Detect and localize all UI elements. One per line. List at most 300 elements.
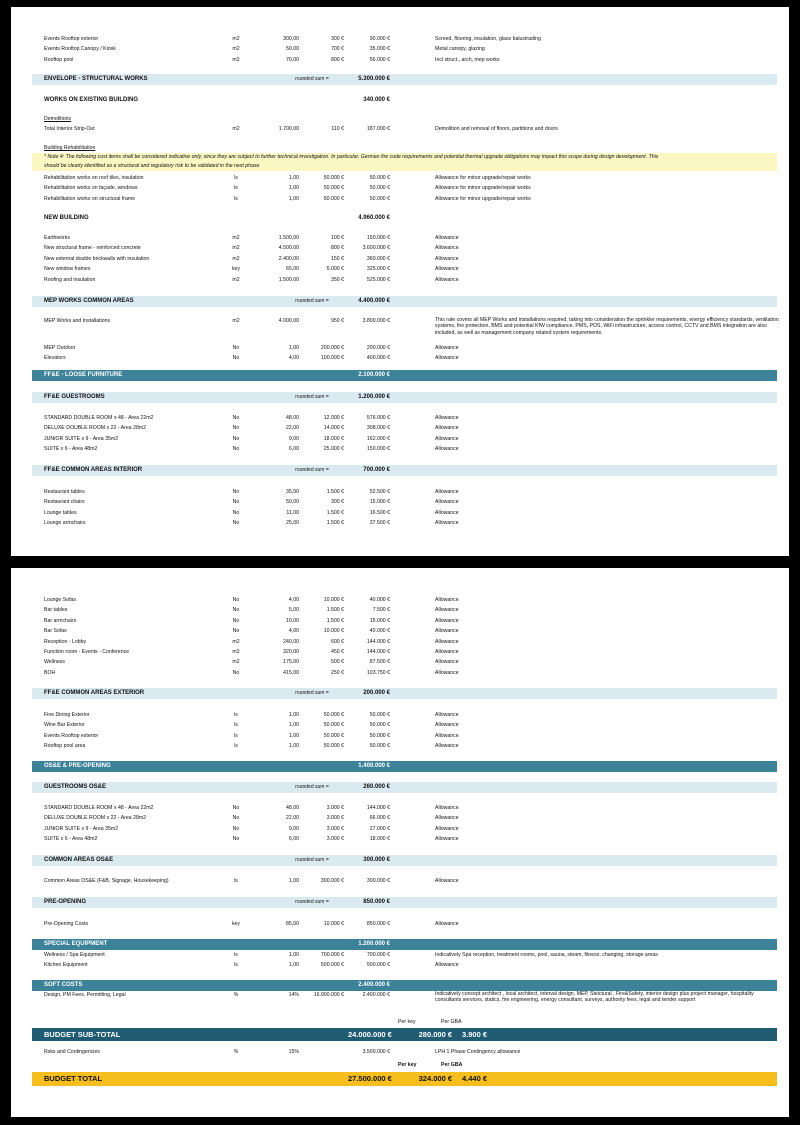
rounded-sum-label: rounded sum = xyxy=(295,394,329,400)
item-description: Events Rooftop exterior xyxy=(44,36,99,42)
budget-total: 24.000.000 € xyxy=(348,1030,392,1039)
item-note: Allowance xyxy=(435,617,459,624)
item-rate: 50.000 € xyxy=(323,195,344,202)
item-note: Allowance xyxy=(435,878,459,884)
item-rate: 5.000 € xyxy=(326,266,344,273)
item-unit: m2 xyxy=(232,649,240,655)
rounded-sum-label: rounded sum = xyxy=(295,298,329,304)
column-label: Per key xyxy=(398,1019,416,1025)
item-note: Allowance xyxy=(435,712,459,718)
item-unit: m2 xyxy=(232,318,240,324)
line-item-row xyxy=(32,423,777,433)
line-item-row xyxy=(32,834,777,844)
item-quantity: 1,00 xyxy=(288,952,299,958)
item-quantity: 50,00 xyxy=(286,46,299,53)
section-total: 700.000 € xyxy=(363,467,390,473)
item-description: Common Areas OS&E (F&B, Signage, Housekeeping) xyxy=(44,878,169,884)
line-item-row xyxy=(32,720,777,730)
item-note: Allowance xyxy=(435,435,459,442)
subsection-label xyxy=(32,114,777,124)
item-total: 50.000 € xyxy=(369,743,390,750)
item-total: 150.000 € xyxy=(366,235,390,241)
item-quantity: 22,00 xyxy=(286,815,299,822)
item-rate: 800 € xyxy=(331,245,344,252)
line-item-row xyxy=(32,960,777,970)
item-note: Screed, flooring, insulation, glass balustrading xyxy=(435,36,541,42)
item-quantity: 1,00 xyxy=(288,185,299,192)
rounded-sum-label: rounded sum = xyxy=(295,690,329,696)
item-description: Wine Bar Exterior xyxy=(44,722,85,729)
item-note: Allowance xyxy=(435,345,459,351)
item-rate: 50.000 € xyxy=(323,732,344,739)
item-description: JUNIOR SUITE x 9 - Area 35m2 xyxy=(44,435,119,442)
item-description: Rehabilitation works on roof tiles, insulation xyxy=(44,175,144,181)
item-unit: m2 xyxy=(232,276,240,283)
item-rate: 450 € xyxy=(331,649,344,655)
item-rate: 1.500 € xyxy=(326,489,344,495)
line-item-row xyxy=(32,444,777,454)
section-title: FF&E GUESTROOMS xyxy=(44,394,105,400)
line-item-row xyxy=(32,183,777,193)
section-total: 340.000 € xyxy=(363,97,390,103)
item-quantity: 240,00 xyxy=(283,638,299,645)
item-description: Restaurant chairs xyxy=(44,499,85,506)
section-total: 200.000 € xyxy=(363,690,390,696)
item-description: Rooftop pool area xyxy=(44,743,86,750)
column-label: Per GBA xyxy=(441,1019,462,1025)
item-rate: 250 € xyxy=(331,669,344,676)
item-description: STANDARD DOUBLE ROOM x 48 - Area 22m2 xyxy=(44,805,154,811)
item-total: 50.000 € xyxy=(369,185,390,192)
item-description: Function room - Events - Conference xyxy=(44,649,130,655)
item-total: 144.000 € xyxy=(366,649,390,655)
line-item-row xyxy=(32,876,777,886)
item-rate: 800 € xyxy=(331,56,344,63)
item-quantity: 300,00 xyxy=(283,36,299,42)
section-header xyxy=(32,897,777,908)
line-item-row xyxy=(32,343,777,353)
item-description: BOH xyxy=(44,669,56,676)
item-description: Bar Sofas xyxy=(44,628,67,635)
item-total: 35.000 € xyxy=(369,46,390,53)
item-description: Reception - Lobby xyxy=(44,638,87,645)
item-note: Allowance xyxy=(435,245,459,252)
item-rate: 1.500 € xyxy=(326,617,344,624)
item-total: 66.000 € xyxy=(369,815,390,822)
line-item-row xyxy=(32,950,777,960)
item-quantity: 415,00 xyxy=(283,669,299,676)
note-line: * Note 4: The following cost items shall be considered indicative only, since they are subject to further technical investigation. In particular, German fire code requirements and potential thermal upgrade obligations may impact this scope during design development. This xyxy=(44,154,659,160)
item-unit: No xyxy=(232,520,240,527)
section-title: ENVELOPE - STRUCTURAL WORKS xyxy=(44,76,148,82)
item-quantity: 25,00 xyxy=(286,520,299,527)
section-title: COMMON AREAS OS&E xyxy=(44,857,114,863)
item-rate: 110 € xyxy=(331,126,344,132)
item-rate: 300 € xyxy=(331,499,344,506)
item-unit: m2 xyxy=(232,46,240,53)
item-unit: No xyxy=(232,607,240,614)
item-note: Allowance xyxy=(435,499,459,506)
item-rate: 500.000 € xyxy=(320,962,344,968)
item-total: 87.500 € xyxy=(369,659,390,666)
section-total: 260.000 € xyxy=(363,784,390,790)
item-description: Earthworks xyxy=(44,235,70,241)
item-quantity: 48,00 xyxy=(286,415,299,421)
item-rate: 950 € xyxy=(331,318,344,324)
item-unit: ls xyxy=(234,712,238,718)
budget-per-key: 324.000 € xyxy=(418,1074,452,1083)
budget-total: 27.500.000 € xyxy=(348,1074,392,1083)
line-item-row xyxy=(32,34,777,44)
item-rate: 3.000 € xyxy=(326,836,344,843)
line-item-row xyxy=(32,616,777,626)
item-quantity: 4.000,00 xyxy=(278,318,299,324)
item-total: 15.000 € xyxy=(369,499,390,506)
item-unit: No xyxy=(232,836,240,843)
item-rate: 10.000 € xyxy=(323,628,344,635)
item-note: Allowance xyxy=(435,415,459,421)
item-rate: 16.900.000 € xyxy=(313,992,344,998)
item-quantity: 65,00 xyxy=(286,266,299,273)
section-total: 1.200.000 € xyxy=(358,394,390,400)
section-header xyxy=(32,392,777,403)
item-description: Events Rooftop Canopy / Kiosk xyxy=(44,46,116,53)
section-total: 1.200.000 € xyxy=(358,941,390,947)
item-quantity: 1,00 xyxy=(288,732,299,739)
section-header xyxy=(32,296,777,307)
item-rate: 50.000 € xyxy=(323,722,344,729)
line-item-row xyxy=(32,316,777,344)
line-item-row xyxy=(32,824,777,834)
item-description: JUNIOR SUITE x 9 - Area 35m2 xyxy=(44,825,119,832)
item-quantity: 22,00 xyxy=(286,425,299,432)
item-unit: key xyxy=(231,266,241,273)
item-total: 18.000 € xyxy=(369,836,390,843)
item-quantity: 1,00 xyxy=(288,743,299,750)
item-description: SUITE x 6 - Area 48m2 xyxy=(44,836,98,843)
line-item-row xyxy=(32,497,777,507)
item-total: 360.000 € xyxy=(366,255,390,262)
page-1 xyxy=(11,7,789,556)
item-rate: 100.000 € xyxy=(320,355,344,361)
section-total: 2.400.000 € xyxy=(358,982,390,988)
column-label: Per GBA xyxy=(441,1062,463,1068)
section-title: PRE-OPENING xyxy=(44,899,87,905)
item-quantity: 4,00 xyxy=(288,597,299,603)
item-unit: m2 xyxy=(232,659,240,666)
item-quantity: 6,00 xyxy=(288,446,299,453)
item-quantity: 85,00 xyxy=(286,921,299,927)
item-description: Bar armchairs xyxy=(44,617,77,624)
line-item-row xyxy=(32,55,777,65)
section-title: SOFT COSTS xyxy=(44,982,83,988)
item-quantity: 320,00 xyxy=(283,649,299,655)
item-unit: ls xyxy=(234,743,238,750)
item-unit: No xyxy=(232,415,240,421)
item-unit: No xyxy=(232,597,240,603)
item-unit: No xyxy=(232,499,240,506)
item-unit: No xyxy=(232,669,240,676)
section-title: SPECIAL EQUIPMENT xyxy=(44,941,108,947)
line-item-row xyxy=(32,919,777,929)
line-item-row xyxy=(32,668,777,678)
item-total: 400.000 € xyxy=(366,355,390,361)
item-unit: m2 xyxy=(232,245,240,252)
section-total: 5.300.000 € xyxy=(358,76,390,82)
item-rate: 50.000 € xyxy=(323,743,344,750)
item-quantity: 48,00 xyxy=(286,805,299,811)
item-total: 40.000 € xyxy=(369,628,390,635)
item-description: Roofing and insulation xyxy=(44,276,96,283)
item-unit: No xyxy=(232,805,240,811)
budget-title: BUDGET TOTAL xyxy=(44,1074,103,1083)
section-header xyxy=(32,782,777,793)
item-unit: No xyxy=(232,617,240,624)
item-total: 27.000 € xyxy=(369,825,390,832)
item-note: Indicatively Spa reception, treatment rooms, pool, sauna, steam, fitness, changing, storage areas xyxy=(435,952,658,958)
item-unit: ls xyxy=(234,175,238,181)
item-quantity: 175,00 xyxy=(283,659,299,666)
item-unit: m2 xyxy=(232,255,240,262)
rounded-sum-label: rounded sum = xyxy=(295,857,329,863)
item-unit: No xyxy=(232,435,240,442)
item-unit: No xyxy=(232,345,240,351)
item-total: 3.500.000 € xyxy=(362,1049,390,1055)
line-item-row xyxy=(32,637,777,647)
item-rate: 10.000 € xyxy=(323,921,344,927)
item-rate: 50.000 € xyxy=(323,712,344,718)
item-total: 40.000 € xyxy=(369,597,390,603)
item-quantity: 1,00 xyxy=(288,175,299,181)
rounded-sum-label: rounded sum = xyxy=(295,467,329,473)
item-total: 850.000 € xyxy=(366,921,390,927)
item-unit: No xyxy=(232,815,240,822)
item-rate: 50.000 € xyxy=(323,185,344,192)
item-rate: 14.000 € xyxy=(323,425,344,432)
item-total: 56.000 € xyxy=(369,56,390,63)
item-note: Metal canopy, glazing xyxy=(435,46,485,53)
item-total: 50.000 € xyxy=(369,722,390,729)
item-description: Lounge Sofas xyxy=(44,597,77,603)
item-quantity: 2.400,00 xyxy=(278,255,299,262)
item-unit: No xyxy=(232,489,240,495)
item-description: Restaurant tables xyxy=(44,489,85,495)
item-description: Design, PM Fees, Permitting, Legal xyxy=(44,992,126,998)
budget-row xyxy=(32,1072,777,1086)
item-total: 37.500 € xyxy=(369,520,390,527)
item-unit: ls xyxy=(234,722,238,729)
item-total: 144.000 € xyxy=(366,638,390,645)
item-total: 90.000 € xyxy=(369,36,390,42)
item-rate: 500 € xyxy=(331,659,344,666)
item-total: 700.000 € xyxy=(366,952,390,958)
item-total: 162.000 € xyxy=(366,435,390,442)
section-title: MEP WORKS COMMON AREAS xyxy=(44,298,134,304)
item-quantity: 6,00 xyxy=(288,836,299,843)
item-description: Elevators xyxy=(44,355,66,361)
item-total: 200.000 € xyxy=(366,345,390,351)
budget-row xyxy=(32,1028,777,1041)
budget-per-key: 280.000 € xyxy=(418,1030,452,1039)
line-item-row xyxy=(32,657,777,667)
line-item-row xyxy=(32,508,777,518)
line-item-row xyxy=(32,254,777,264)
item-quantity: 1.700,00 xyxy=(278,126,299,132)
section-title: FF&E COMMON AREAS INTERIOR xyxy=(44,467,143,473)
item-quantity: 5,00 xyxy=(288,607,299,614)
item-rate: 3.000 € xyxy=(326,825,344,832)
item-description: MEP Outdoor xyxy=(44,345,76,351)
section-header xyxy=(32,370,777,381)
item-total: 50.000 € xyxy=(369,195,390,202)
item-quantity: 10,00 xyxy=(286,617,299,624)
section-header xyxy=(32,95,777,106)
item-note: Allowance xyxy=(435,607,459,614)
item-description: Wellness / Spa Equipment xyxy=(44,952,105,958)
rounded-sum-label: rounded sum = xyxy=(295,76,329,82)
item-quantity: 1,00 xyxy=(288,195,299,202)
item-description: Bar tables xyxy=(44,607,68,614)
item-note: Allowance xyxy=(435,815,459,822)
line-item-row xyxy=(32,647,777,657)
item-quantity: 1,00 xyxy=(288,878,299,884)
section-total: 300.000 € xyxy=(363,857,390,863)
item-total: 300.000 € xyxy=(366,878,390,884)
line-item-row xyxy=(32,710,777,720)
item-unit: No xyxy=(232,509,240,516)
risks-row xyxy=(32,1047,777,1057)
section-header xyxy=(32,855,777,866)
item-note: Allowance xyxy=(435,425,459,432)
item-rate: 700 € xyxy=(331,46,344,53)
rounded-sum-label: rounded sum = xyxy=(295,899,329,905)
item-note: Allowance xyxy=(435,805,459,811)
item-quantity: 1.500,00 xyxy=(278,276,299,283)
item-unit: m2 xyxy=(232,56,240,63)
item-quantity: 14% xyxy=(288,992,299,998)
item-unit: No xyxy=(232,355,240,361)
item-quantity: 70,00 xyxy=(286,56,299,63)
item-note: Allowance xyxy=(435,509,459,516)
item-unit: No xyxy=(232,446,240,453)
item-total: 2.400.000 € xyxy=(362,992,390,998)
item-note: Allowance xyxy=(435,638,459,645)
item-description: Rehabilitation works on structural frame xyxy=(44,195,136,202)
item-note: Allowance xyxy=(435,825,459,832)
page-2 xyxy=(11,568,789,1117)
section-header xyxy=(32,939,777,950)
item-description: New window frames xyxy=(44,266,91,273)
item-quantity: 9,00 xyxy=(288,435,299,442)
item-note: Allowance xyxy=(435,732,459,739)
section-total: 1.400.000 € xyxy=(358,763,390,769)
item-total: 3.600.000 € xyxy=(362,245,390,252)
item-unit: ls xyxy=(234,952,238,958)
item-total: 50.000 € xyxy=(369,732,390,739)
item-quantity: 15% xyxy=(288,1049,299,1055)
note-line: should be clearly identified as a structural and regulatory risk to be validated in the next phase xyxy=(44,162,260,169)
section-header xyxy=(32,213,777,224)
line-item-row xyxy=(32,44,777,54)
item-total: 3.800.000 € xyxy=(362,318,390,324)
line-item-row xyxy=(32,413,777,423)
item-description: New external double brickwalls with insulation xyxy=(44,255,150,262)
item-note: Indicatively concept architect , local architect, interval design, MEP, Steictural , Fire&Safety, interior design plus project manager, hospitality consultants services, statics, fire engineering, energy consultant, surveys, authority fees, legal and tender support xyxy=(435,991,754,1004)
section-title: FF&E COMMON AREAS EXTERIOR xyxy=(44,690,145,696)
section-title: NEW BUILDING xyxy=(44,215,89,221)
item-unit: ls xyxy=(234,732,238,739)
section-title: OS&E & PRE-OPENING xyxy=(44,763,111,769)
item-description: Rsks and Contingencies xyxy=(44,1049,100,1055)
item-rate: 25.000 € xyxy=(323,446,344,453)
item-note: Allowance xyxy=(435,836,459,843)
item-rate: 200.000 € xyxy=(320,345,344,351)
subsection-title: Building Rehabilitation xyxy=(44,145,96,151)
item-quantity: 11,00 xyxy=(286,509,299,516)
line-item-row xyxy=(32,243,777,253)
item-note: Allowance xyxy=(435,266,459,273)
item-rate: 10.000 € xyxy=(323,597,344,603)
item-total: 50.000 € xyxy=(369,712,390,718)
line-item-row xyxy=(32,731,777,741)
item-unit: m2 xyxy=(232,638,240,645)
item-note: Allowance xyxy=(435,276,459,283)
item-description: MEP Works and Installations xyxy=(44,318,111,324)
item-note: LPH 1 Phase Contingency allowance xyxy=(435,1049,521,1055)
item-note: Allowance for minor upgrade/repair works xyxy=(435,185,531,192)
item-description: DELUXE DOUBLE ROOM x 22 - Area 28m2 xyxy=(44,815,147,822)
item-description: Total Interior Strip-Out xyxy=(44,126,95,132)
item-quantity: 1,00 xyxy=(288,722,299,729)
item-unit: m2 xyxy=(232,126,240,132)
item-rate: 700.000 € xyxy=(320,952,344,958)
line-item-row xyxy=(32,275,777,285)
item-total: 16.500 € xyxy=(369,509,390,516)
section-header xyxy=(32,465,777,476)
item-note: This rate covers all MEP Works and installations required, taking into consideration the sprinkler requirements, energy efficiency standards, ventilation systems, fire protection, BMS and potential KfW compliance. PMS, POS, WiFi infrastructure, access control, CCTV and BMS integration are also included, as well as management company related system requirements. xyxy=(435,317,779,336)
section-header xyxy=(32,688,777,699)
item-note: Allowance for minor upgrade/repair works xyxy=(435,195,531,202)
line-item-row xyxy=(32,990,777,1016)
section-title: GUESTROOMS OS&E xyxy=(44,784,107,790)
item-quantity: 1.500,00 xyxy=(278,235,299,241)
item-rate: 12.000 € xyxy=(323,415,344,421)
item-quantity: 4,00 xyxy=(288,355,299,361)
item-description: Lounge armchairs xyxy=(44,520,86,527)
item-quantity: 50,00 xyxy=(286,499,299,506)
item-unit: ls xyxy=(234,878,238,884)
line-item-row xyxy=(32,803,777,813)
line-item-row xyxy=(32,518,777,528)
item-description: Pre-Opening Costs xyxy=(44,921,89,927)
item-description: Rehabilitation works on façade, windows xyxy=(44,185,138,192)
budget-per-gba: 4.440 € xyxy=(462,1074,488,1083)
subsection-title: Demolitions xyxy=(44,116,72,122)
item-quantity: 4.500,00 xyxy=(278,245,299,252)
item-unit: ls xyxy=(234,195,238,202)
item-description: Lounge tables xyxy=(44,509,77,516)
item-rate: 600 € xyxy=(331,638,344,645)
section-total: 4.960.000 € xyxy=(358,215,390,221)
item-description: New structural frame - reinforced concrete xyxy=(44,245,141,252)
line-item-row xyxy=(32,124,777,134)
line-item-row xyxy=(32,434,777,444)
item-unit: No xyxy=(232,425,240,432)
section-header xyxy=(32,761,777,772)
item-quantity: 1,00 xyxy=(288,712,299,718)
budget-per-gba: 3.900 € xyxy=(462,1030,488,1039)
section-total: 850.000 € xyxy=(363,899,390,905)
